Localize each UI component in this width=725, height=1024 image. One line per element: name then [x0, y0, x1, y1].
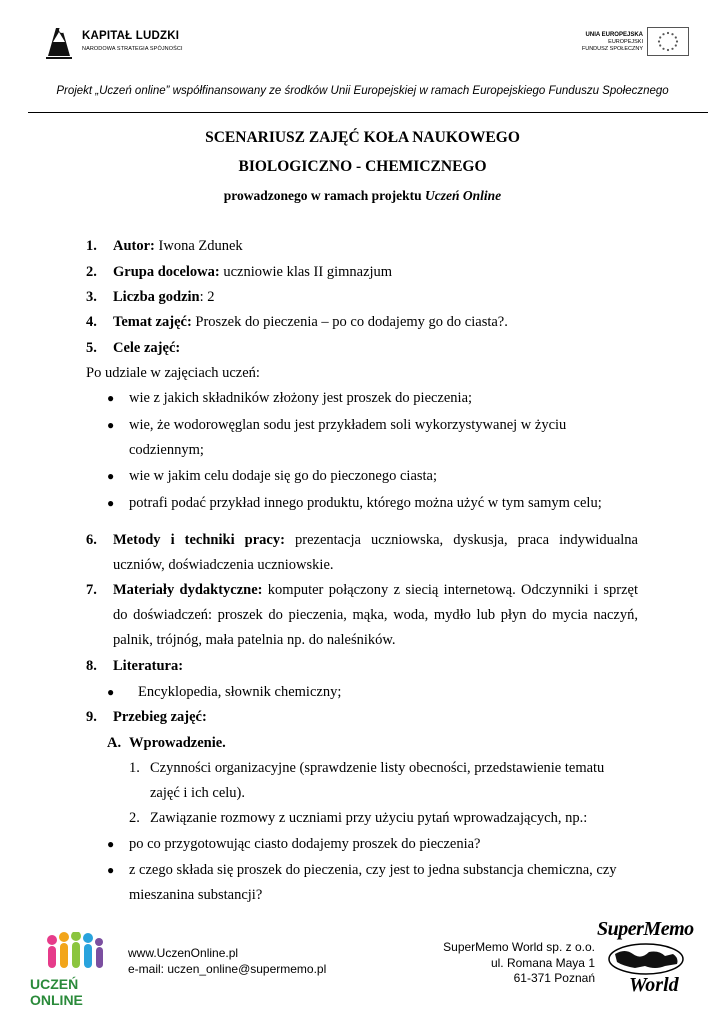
- subtitle-project-name: Uczeń Online: [425, 188, 502, 203]
- question-2-line-1: z czego składa się proszek do pieczenia, czy jest to jedna substancja chemiczna, czy: [129, 862, 617, 878]
- globe-icon: [607, 942, 685, 976]
- step-1-line-1: Czynności organizacyjne (sprawdzenie listy obecności, przedstawienie tematu: [150, 760, 605, 776]
- bullet-icon: ●: [107, 418, 115, 432]
- supermemo-logo-text: SuperMemo: [597, 918, 694, 940]
- item-methods-line-2: uczniów, doświadczenia uczniowskie.: [113, 557, 334, 573]
- document-title-line-2: BIOLOGICZNO - CHEMICZNEGO: [238, 158, 487, 175]
- item-methods-value: prezentacja uczniowska, dyskusja, praca indywidualna: [284, 532, 638, 548]
- kapital-ludzki-title: KAPITAŁ LUDZKI: [82, 30, 180, 42]
- footer-street: ul. Romana Maya 1: [490, 955, 595, 970]
- item-target-group-label: Grupa docelowa:: [113, 264, 220, 280]
- goal-4: potrafi podać przykład innego produktu, którego można użyć w tym samym celu;: [129, 495, 602, 511]
- item-methods-line-1: [113, 532, 638, 549]
- goal-1: wie z jakich składników złożony jest proszek do pieczenia;: [129, 390, 473, 406]
- kapital-ludzki-icon: [42, 22, 76, 60]
- item-topic: [113, 314, 508, 331]
- goal-2-line-2: codziennym;: [129, 442, 204, 458]
- footer-email[interactable]: e-mail: uczen_online@supermemo.pl: [128, 962, 327, 976]
- section-a-label: A.: [107, 735, 122, 751]
- bullet-icon: ●: [107, 391, 115, 405]
- item-materials-value: komputer połączony z siecią internetową. Odczynniki i sprzęt: [262, 582, 638, 598]
- item-topic-label: Temat zajęć:: [113, 314, 192, 330]
- step-1-line-2: zajęć i ich celu).: [150, 785, 245, 801]
- header-divider: [28, 112, 708, 113]
- eu-title: UNIA EUROPEJSKA: [585, 32, 643, 38]
- bullet-icon: ●: [107, 837, 115, 851]
- goal-3: wie w jakim celu dodaje się go do pieczonego ciasta;: [129, 468, 438, 484]
- footer-company-address: [443, 940, 595, 987]
- item-materials-line-3: palnik, trójnóg, mała patelnia np. do naleśników.: [113, 632, 396, 648]
- supermemo-world-text: World: [629, 974, 679, 996]
- goal-2-line-1: wie, że wodorowęglan sodu jest przykładem soli wykorzystywanej w życiu: [129, 417, 567, 433]
- item-9-number: 9.: [86, 709, 97, 725]
- item-target-group-value: uczniowie klas II gimnazjum: [219, 264, 393, 280]
- subtitle-prefix: prowadzonego w ramach projektu: [223, 188, 426, 203]
- item-literature-label: Literatura:: [113, 658, 184, 674]
- literature-1: Encyklopedia, słownik chemiczny;: [138, 684, 342, 700]
- step-2: Zawiązanie rozmowy z uczniami przy użyciu pytań wprowadzających, np.:: [150, 810, 588, 826]
- item-5-number: 5.: [86, 340, 97, 356]
- item-materials-line-1: [113, 582, 638, 599]
- item-materials-line-2: do doświadczeń: proszek do pieczenia, mąka, woda, mydło lub płyn do mycia naczyń,: [113, 607, 638, 623]
- supermemo-world-logo: [597, 918, 697, 1000]
- footer-website[interactable]: www.UczenOnline.pl: [128, 946, 239, 960]
- item-8-number: 8.: [86, 658, 97, 674]
- bullet-icon: ●: [107, 863, 115, 877]
- bullet-icon: ●: [107, 496, 115, 510]
- item-author-value: Iwona Zdunek: [154, 238, 243, 254]
- item-4-number: 4.: [86, 314, 97, 330]
- project-funding-line: Projekt „Uczeń online” współfinansowany ze środków Unii Europejskiej w ramach Europejskiego Funduszu Społecznego: [56, 85, 669, 97]
- bullet-icon: ●: [107, 469, 115, 483]
- uczen-online-logo: [30, 932, 118, 1008]
- item-author: [113, 238, 243, 255]
- question-1: po co przygotowując ciasto dodajemy proszek do pieczenia?: [129, 836, 481, 852]
- uczen-online-figures-icon: [30, 932, 118, 972]
- eu-text-block: [582, 32, 643, 53]
- step-2-number: 2.: [129, 810, 140, 826]
- eu-flag-icon: [647, 27, 689, 56]
- eu-line-2: EUROPEJSKI: [608, 39, 643, 45]
- uczen-online-logo-text: UCZEŃ ONLINE: [30, 976, 83, 1008]
- step-1-number: 1.: [129, 760, 140, 776]
- item-topic-value: Proszek do pieczenia – po co dodajemy go do ciasta?.: [191, 314, 508, 330]
- goals-intro: Po udziale w zajęciach uczeń:: [86, 365, 260, 381]
- item-7-number: 7.: [86, 582, 97, 598]
- item-literature: [113, 658, 183, 675]
- document-subtitle: [0, 188, 725, 204]
- item-hours-value: : 2: [199, 289, 215, 305]
- item-1-number: 1.: [86, 238, 97, 254]
- document-title-line-1: SCENARIUSZ ZAJĘĆ KOŁA NAUKOWEGO: [205, 129, 520, 146]
- item-course: [113, 709, 207, 726]
- bullet-icon: ●: [107, 685, 115, 699]
- item-hours: [113, 289, 215, 306]
- section-a-title: Wprowadzenie.: [129, 735, 226, 751]
- item-2-number: 2.: [86, 264, 97, 280]
- item-goals: [113, 340, 180, 357]
- eu-line-3: FUNDUSZ SPOŁECZNY: [581, 46, 643, 52]
- question-2-line-2: mieszanina substancji?: [129, 887, 263, 903]
- item-materials-label: Materiały dydaktyczne:: [113, 582, 263, 598]
- footer-company-name: SuperMemo World sp. z o.o.: [443, 940, 595, 954]
- item-goals-label: Cele zajęć:: [113, 340, 181, 356]
- item-6-number: 6.: [86, 532, 97, 548]
- item-author-label: Autor:: [113, 238, 155, 254]
- kapital-ludzki-subtitle: NARODOWA STRATEGIA SPÓJNOŚCI: [82, 46, 183, 52]
- item-hours-label: Liczba godzin: [113, 289, 200, 305]
- item-course-label: Przebieg zajęć:: [113, 709, 207, 725]
- item-3-number: 3.: [86, 289, 97, 305]
- item-methods-label: Metody i techniki pracy:: [113, 532, 285, 548]
- item-target-group: [113, 264, 392, 281]
- footer-city: 61-371 Poznań: [513, 971, 595, 985]
